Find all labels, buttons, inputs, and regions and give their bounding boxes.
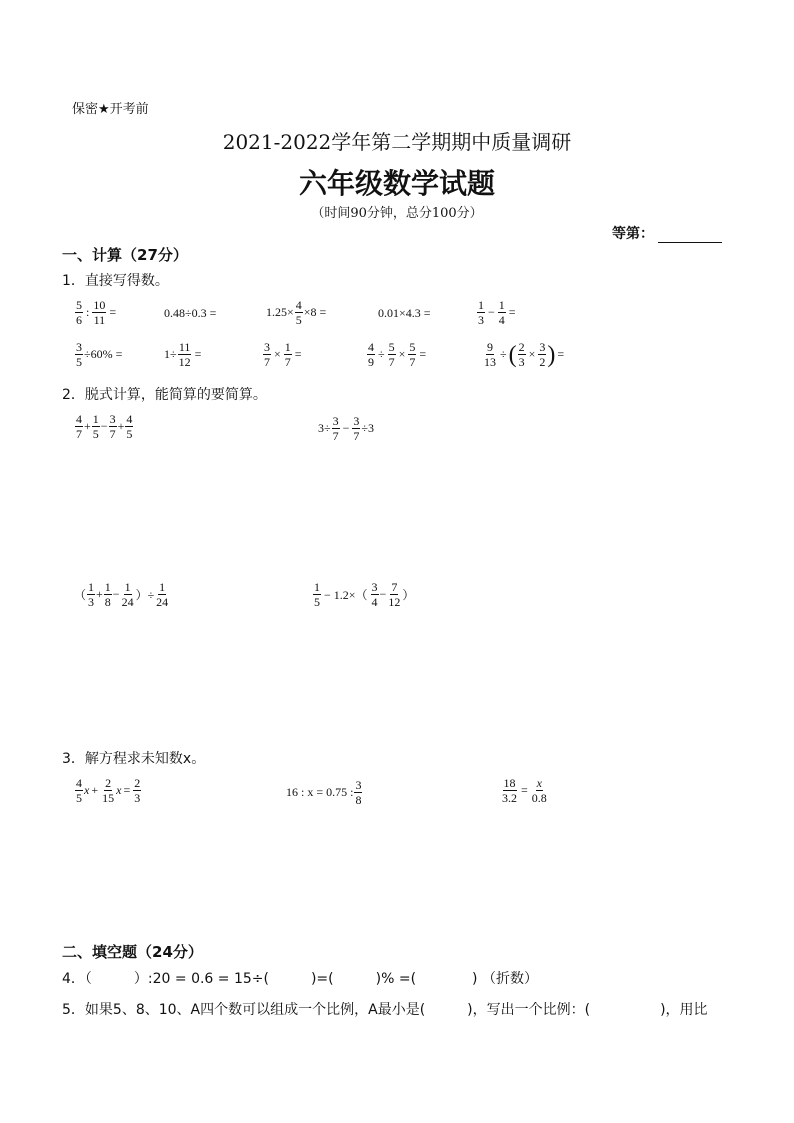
equals: =	[194, 347, 202, 361]
numerator: x	[536, 776, 542, 790]
exam-title: 2021-2022学年第二学期期中质量调研	[222, 130, 572, 154]
right-paren: ）÷	[135, 588, 155, 602]
right-paren: ）	[402, 588, 415, 602]
equals: =	[109, 305, 117, 319]
numerator: 3	[353, 414, 360, 428]
operator: −	[112, 587, 120, 601]
grade-blank[interactable]	[658, 228, 722, 243]
denominator: 15	[102, 791, 115, 805]
q1-item-b	[164, 306, 216, 321]
denominator: 7	[332, 429, 339, 443]
denominator: 7	[284, 355, 291, 369]
expression: 0.01×4.3 =	[378, 306, 431, 320]
equals: =	[508, 305, 516, 319]
operator: ×	[274, 347, 281, 361]
operator: :	[86, 305, 90, 319]
numerator: 2	[105, 776, 112, 790]
numerator: 3	[76, 340, 82, 354]
numerator: 2	[134, 776, 141, 790]
numerator: 3	[264, 340, 270, 354]
variable-x: x	[84, 783, 90, 797]
expression-prefix: 1.25×	[266, 305, 294, 319]
numerator: 2	[518, 340, 525, 354]
denominator: 2	[539, 355, 546, 369]
denominator: 5	[92, 427, 99, 441]
denominator: 3.2	[502, 791, 517, 805]
numerator: 1	[124, 580, 131, 594]
denominator: 4	[498, 313, 505, 327]
q1-item-e	[476, 298, 518, 327]
grade-field	[612, 223, 722, 243]
numerator: 4	[126, 412, 133, 426]
denominator: 7	[76, 427, 82, 441]
expression: 0.48÷0.3 =	[164, 306, 217, 320]
denominator: 7	[409, 355, 416, 369]
expression-suffix: ÷60% =	[84, 347, 123, 361]
expression-middle: − 1.2×（	[324, 588, 368, 602]
numerator: 1	[88, 580, 95, 594]
variable-x: x	[116, 783, 122, 797]
denominator: 8	[355, 793, 362, 807]
operator: +	[117, 419, 125, 433]
denominator: 7	[109, 427, 116, 441]
q2-expression-c	[74, 580, 170, 609]
q1-item-i	[366, 340, 428, 369]
denominator: 5	[76, 791, 82, 805]
section2-title: 二、填空题（24分）	[62, 943, 203, 961]
numerator: 3	[355, 778, 362, 792]
exam-info: （时间90分钟，总分100分）	[311, 206, 483, 221]
numerator: 1	[498, 298, 505, 312]
numerator: 7	[391, 580, 398, 594]
denominator: 12	[388, 595, 401, 609]
numerator: 4	[76, 776, 82, 790]
denominator: 12	[178, 355, 191, 369]
numerator: 5	[388, 340, 395, 354]
confidential-label: 保密★开考前	[72, 102, 149, 117]
left-paren: (	[508, 341, 517, 368]
operator: −	[379, 587, 387, 601]
question-2: 2．脱式计算，能简算的要简算。	[62, 387, 267, 403]
section1-title: 一、计算（27分）	[62, 246, 188, 264]
q1-item-c	[266, 298, 326, 327]
denominator: 3	[134, 791, 141, 805]
q1-item-j	[482, 340, 566, 369]
expression-suffix: ÷3	[361, 421, 374, 435]
operator: ×	[398, 347, 406, 361]
denominator: 7	[264, 355, 270, 369]
denominator: 0.8	[531, 791, 547, 805]
denominator: 5	[314, 595, 320, 609]
grade-label: 等第：	[612, 226, 654, 242]
denominator: 11	[93, 313, 106, 327]
denominator: 9	[368, 355, 374, 369]
denominator: 3	[88, 595, 95, 609]
numerator: 5	[76, 298, 82, 312]
q2-expression-d	[312, 580, 414, 609]
equals: =	[557, 347, 565, 361]
equals: =	[521, 783, 528, 797]
question-1: 1．直接写得数。	[62, 273, 169, 289]
denominator: 7	[388, 355, 395, 369]
numerator: 1	[159, 580, 166, 594]
numerator: 5	[409, 340, 416, 354]
question-4: 4．（ ）:20 = 0.6 = 15÷( )=( )% =( ) （折数）	[62, 971, 538, 987]
operator: +	[84, 419, 91, 433]
denominator: 5	[76, 355, 82, 369]
q1-item-d	[378, 306, 431, 321]
numerator: 11	[178, 340, 191, 354]
q2-expression-b	[318, 414, 374, 443]
numerator: 3	[371, 580, 378, 594]
numerator: 4	[76, 412, 82, 426]
equals: =	[294, 347, 302, 361]
numerator: 9	[487, 340, 493, 354]
operator: −	[342, 421, 350, 435]
equation-prefix: 16 : x = 0.75 :	[286, 785, 354, 799]
operator: +	[91, 783, 99, 797]
q2-expression-a	[74, 412, 134, 441]
equals: =	[419, 347, 427, 361]
denominator: 24	[121, 595, 134, 609]
q1-item-a	[74, 298, 118, 327]
q3-equation-a	[74, 776, 142, 805]
q1-item-g	[164, 340, 203, 369]
numerator: 1	[284, 340, 291, 354]
q3-equation-b	[286, 778, 363, 807]
denominator: 24	[156, 595, 169, 609]
denominator: 3	[518, 355, 525, 369]
operator: +	[96, 587, 103, 601]
numerator: 3	[539, 340, 546, 354]
denominator: 5	[295, 313, 302, 327]
expression-prefix: 1÷	[164, 347, 177, 361]
q1-item-f	[74, 340, 122, 369]
numerator: 10	[93, 298, 106, 312]
numerator: 3	[332, 414, 339, 428]
q1-item-h	[262, 340, 304, 369]
exam-subtitle: 六年级数学试题	[298, 167, 495, 200]
denominator: 3	[478, 313, 484, 327]
operator: −	[488, 305, 495, 319]
numerator: 4	[368, 340, 374, 354]
denominator: 6	[76, 313, 82, 327]
numerator: 18	[503, 776, 516, 790]
numerator: 4	[295, 298, 302, 312]
operator: −	[100, 419, 108, 433]
question-3: 3．解方程求未知数x。	[62, 751, 206, 767]
right-paren: )	[547, 341, 556, 368]
denominator: 7	[353, 429, 360, 443]
operator: ÷	[378, 347, 385, 361]
operator: ÷	[500, 347, 507, 361]
expression-prefix: 3÷	[318, 421, 331, 435]
denominator: 5	[126, 427, 133, 441]
left-paren: （	[74, 588, 87, 602]
expression-suffix: ×8 =	[303, 305, 327, 319]
operator: ×	[528, 347, 536, 361]
denominator: 8	[104, 595, 111, 609]
numerator: 3	[109, 412, 116, 426]
q3-equation-c	[500, 776, 549, 805]
denominator: 13	[484, 355, 496, 369]
equals: =	[123, 783, 131, 797]
numerator: 1	[314, 580, 320, 594]
numerator: 1	[92, 412, 99, 426]
numerator: 1	[104, 580, 111, 594]
numerator: 1	[478, 298, 484, 312]
denominator: 4	[371, 595, 378, 609]
question-5: 5．如果5、8、10、A四个数可以组成一个比例，A最小是( )，写出一个比例：( )，用比	[62, 1002, 708, 1018]
